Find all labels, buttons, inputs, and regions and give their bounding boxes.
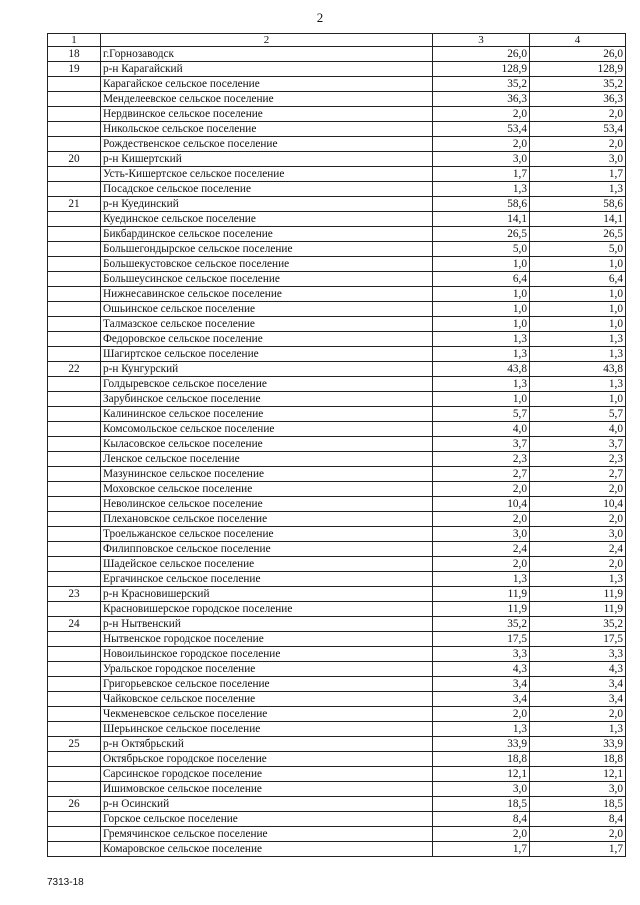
value-cell-3: 1,3	[433, 182, 530, 197]
name-cell: Федоровское сельское поселение	[101, 332, 433, 347]
value-cell-4: 3,4	[530, 677, 626, 692]
row-number-cell	[48, 422, 101, 437]
value-cell-4: 26,5	[530, 227, 626, 242]
table-row	[48, 302, 626, 317]
row-number-cell	[48, 497, 101, 512]
table-row	[48, 737, 626, 752]
table-row	[48, 92, 626, 107]
row-number-cell	[48, 317, 101, 332]
name-cell: р-н Красновишерский	[101, 587, 433, 602]
table-row	[48, 752, 626, 767]
value-cell-4: 3,0	[530, 527, 626, 542]
table-row	[48, 62, 626, 77]
value-cell-3: 2,0	[433, 827, 530, 842]
value-cell-3: 33,9	[433, 737, 530, 752]
value-cell-3: 3,0	[433, 782, 530, 797]
row-number-cell	[48, 137, 101, 152]
row-number-cell	[48, 542, 101, 557]
name-cell: г.Горнозаводск	[101, 47, 433, 62]
value-cell-3: 1,0	[433, 302, 530, 317]
table-row	[48, 767, 626, 782]
name-cell: Шерьинское сельское поселение	[101, 722, 433, 737]
value-cell-4: 11,9	[530, 587, 626, 602]
name-cell: Ленское сельское поселение	[101, 452, 433, 467]
value-cell-4: 1,3	[530, 572, 626, 587]
value-cell-3: 2,0	[433, 557, 530, 572]
header-cell-3: 3	[433, 34, 530, 47]
name-cell: Карагайское сельское поселение	[101, 77, 433, 92]
value-cell-3: 36,3	[433, 92, 530, 107]
table-row	[48, 797, 626, 812]
value-cell-4: 1,0	[530, 317, 626, 332]
value-cell-4: 1,7	[530, 842, 626, 857]
table-row	[48, 572, 626, 587]
row-number-cell	[48, 482, 101, 497]
table-row	[48, 227, 626, 242]
name-cell: Новоильинское городское поселение	[101, 647, 433, 662]
value-cell-3: 53,4	[433, 122, 530, 137]
page-number: 2	[316, 10, 324, 25]
table-row	[48, 512, 626, 527]
data-table	[47, 33, 626, 857]
value-cell-3: 1,3	[433, 347, 530, 362]
name-cell: Большекустовское сельское поселение	[101, 257, 433, 272]
value-cell-3: 3,3	[433, 647, 530, 662]
row-number-cell: 18	[48, 47, 101, 62]
table-row	[48, 827, 626, 842]
name-cell: Нытвенское городское поселение	[101, 632, 433, 647]
row-number-cell	[48, 332, 101, 347]
value-cell-3: 18,8	[433, 752, 530, 767]
value-cell-3: 2,0	[433, 107, 530, 122]
row-number-cell	[48, 812, 101, 827]
name-cell: Нижнесавинское сельское поселение	[101, 287, 433, 302]
table-row	[48, 242, 626, 257]
name-cell: р-н Нытвенский	[101, 617, 433, 632]
value-cell-4: 33,9	[530, 737, 626, 752]
name-cell: Комсомольское сельское поселение	[101, 422, 433, 437]
name-cell: Моховское сельское поселение	[101, 482, 433, 497]
row-number-cell	[48, 722, 101, 737]
value-cell-4: 5,0	[530, 242, 626, 257]
table-row	[48, 317, 626, 332]
value-cell-4: 2,0	[530, 827, 626, 842]
name-cell: Рождественское сельское поселение	[101, 137, 433, 152]
value-cell-4: 1,3	[530, 347, 626, 362]
table-row	[48, 602, 626, 617]
name-cell: р-н Кунгурский	[101, 362, 433, 377]
row-number-cell: 23	[48, 587, 101, 602]
name-cell: Ишимовское сельское поселение	[101, 782, 433, 797]
row-number-cell: 19	[48, 62, 101, 77]
name-cell: Троельжанское сельское поселение	[101, 527, 433, 542]
name-cell: Плехановское сельское поселение	[101, 512, 433, 527]
row-number-cell: 25	[48, 737, 101, 752]
value-cell-4: 35,2	[530, 77, 626, 92]
value-cell-3: 4,3	[433, 662, 530, 677]
name-cell: Шадейское сельское поселение	[101, 557, 433, 572]
value-cell-4: 8,4	[530, 812, 626, 827]
row-number-cell	[48, 437, 101, 452]
value-cell-3: 58,6	[433, 197, 530, 212]
value-cell-3: 12,1	[433, 767, 530, 782]
name-cell: Сарсинское городское поселение	[101, 767, 433, 782]
name-cell: Шагиртское сельское поселение	[101, 347, 433, 362]
row-number-cell: 20	[48, 152, 101, 167]
row-number-cell	[48, 527, 101, 542]
row-number-cell	[48, 392, 101, 407]
row-number-cell	[48, 632, 101, 647]
value-cell-4: 14,1	[530, 212, 626, 227]
header-cell-2: 2	[101, 34, 433, 47]
table-row	[48, 152, 626, 167]
name-cell: Калининское сельское поселение	[101, 407, 433, 422]
name-cell: Бикбардинское сельское поселение	[101, 227, 433, 242]
name-cell: Красновишерское городское поселение	[101, 602, 433, 617]
name-cell: Посадское сельское поселение	[101, 182, 433, 197]
row-number-cell	[48, 92, 101, 107]
value-cell-3: 2,0	[433, 512, 530, 527]
name-cell: р-н Карагайский	[101, 62, 433, 77]
name-cell: р-н Кишертский	[101, 152, 433, 167]
row-number-cell: 26	[48, 797, 101, 812]
value-cell-3: 18,5	[433, 797, 530, 812]
row-number-cell	[48, 602, 101, 617]
value-cell-4: 18,5	[530, 797, 626, 812]
row-number-cell: 22	[48, 362, 101, 377]
document-code: 7313-18	[47, 877, 84, 888]
value-cell-4: 18,8	[530, 752, 626, 767]
table-row	[48, 812, 626, 827]
name-cell: Мазунинское сельское поселение	[101, 467, 433, 482]
row-number-cell	[48, 557, 101, 572]
table-row	[48, 482, 626, 497]
table-row	[48, 407, 626, 422]
row-number-cell	[48, 512, 101, 527]
table-row	[48, 377, 626, 392]
table-row	[48, 662, 626, 677]
table-row	[48, 47, 626, 62]
value-cell-4: 2,0	[530, 482, 626, 497]
row-number-cell	[48, 167, 101, 182]
table-row	[48, 632, 626, 647]
row-number-cell	[48, 227, 101, 242]
value-cell-3: 35,2	[433, 77, 530, 92]
value-cell-3: 1,7	[433, 842, 530, 857]
value-cell-4: 2,0	[530, 557, 626, 572]
value-cell-4: 2,0	[530, 107, 626, 122]
value-cell-4: 12,1	[530, 767, 626, 782]
table-row	[48, 422, 626, 437]
value-cell-4: 1,3	[530, 722, 626, 737]
name-cell: Уральское городское поселение	[101, 662, 433, 677]
value-cell-3: 1,3	[433, 377, 530, 392]
value-cell-4: 10,4	[530, 497, 626, 512]
value-cell-3: 6,4	[433, 272, 530, 287]
value-cell-4: 2,3	[530, 452, 626, 467]
table-row	[48, 617, 626, 632]
value-cell-3: 3,7	[433, 437, 530, 452]
name-cell: Гремячинское сельское поселение	[101, 827, 433, 842]
table-row	[48, 167, 626, 182]
row-number-cell	[48, 827, 101, 842]
table-row	[48, 587, 626, 602]
table-row	[48, 452, 626, 467]
table-row	[48, 77, 626, 92]
value-cell-4: 2,7	[530, 467, 626, 482]
row-number-cell	[48, 122, 101, 137]
name-cell: Усть-Кишертское сельское поселение	[101, 167, 433, 182]
name-cell: р-н Октябрьский	[101, 737, 433, 752]
name-cell: Талмазское сельское поселение	[101, 317, 433, 332]
row-number-cell	[48, 182, 101, 197]
table-row	[48, 707, 626, 722]
value-cell-3: 5,7	[433, 407, 530, 422]
name-cell: Кыласовское сельское поселение	[101, 437, 433, 452]
table-row	[48, 272, 626, 287]
value-cell-3: 2,0	[433, 482, 530, 497]
value-cell-3: 128,9	[433, 62, 530, 77]
value-cell-4: 1,0	[530, 302, 626, 317]
value-cell-4: 4,0	[530, 422, 626, 437]
value-cell-3: 5,0	[433, 242, 530, 257]
table-row	[48, 182, 626, 197]
row-number-cell	[48, 77, 101, 92]
row-number-cell: 24	[48, 617, 101, 632]
value-cell-4: 128,9	[530, 62, 626, 77]
row-number-cell	[48, 452, 101, 467]
value-cell-4: 1,3	[530, 332, 626, 347]
row-number-cell	[48, 842, 101, 857]
value-cell-3: 26,0	[433, 47, 530, 62]
name-cell: Григорьевское сельское поселение	[101, 677, 433, 692]
name-cell: Чайковское сельское поселение	[101, 692, 433, 707]
row-number-cell	[48, 347, 101, 362]
name-cell: Большеусинское сельское поселение	[101, 272, 433, 287]
table-row	[48, 647, 626, 662]
value-cell-4: 11,9	[530, 602, 626, 617]
name-cell: Комаровское сельское поселение	[101, 842, 433, 857]
table-row	[48, 212, 626, 227]
name-cell: Менделеевское сельское поселение	[101, 92, 433, 107]
value-cell-4: 2,0	[530, 512, 626, 527]
value-cell-3: 1,0	[433, 257, 530, 272]
name-cell: р-н Куединский	[101, 197, 433, 212]
table-row	[48, 497, 626, 512]
name-cell: Горское сельское поселение	[101, 812, 433, 827]
value-cell-3: 11,9	[433, 587, 530, 602]
row-number-cell	[48, 287, 101, 302]
row-number-cell	[48, 107, 101, 122]
row-number-cell	[48, 212, 101, 227]
name-cell: Ергачинское сельское поселение	[101, 572, 433, 587]
value-cell-3: 1,3	[433, 332, 530, 347]
name-cell: Филипповское сельское поселение	[101, 542, 433, 557]
value-cell-3: 35,2	[433, 617, 530, 632]
row-number-cell	[48, 707, 101, 722]
value-cell-4: 58,6	[530, 197, 626, 212]
value-cell-4: 3,4	[530, 692, 626, 707]
value-cell-4: 53,4	[530, 122, 626, 137]
value-cell-3: 14,1	[433, 212, 530, 227]
name-cell: Зарубинское сельское поселение	[101, 392, 433, 407]
value-cell-3: 11,9	[433, 602, 530, 617]
value-cell-4: 26,0	[530, 47, 626, 62]
value-cell-3: 1,3	[433, 572, 530, 587]
value-cell-3: 1,3	[433, 722, 530, 737]
table-row	[48, 542, 626, 557]
value-cell-4: 6,4	[530, 272, 626, 287]
value-cell-3: 2,4	[433, 542, 530, 557]
header-row	[48, 34, 626, 47]
table-row	[48, 392, 626, 407]
table-row	[48, 287, 626, 302]
value-cell-4: 17,5	[530, 632, 626, 647]
header-cell-1: 1	[48, 34, 101, 47]
value-cell-3: 3,0	[433, 152, 530, 167]
value-cell-4: 35,2	[530, 617, 626, 632]
table-row	[48, 122, 626, 137]
row-number-cell	[48, 572, 101, 587]
value-cell-4: 3,0	[530, 152, 626, 167]
row-number-cell	[48, 647, 101, 662]
value-cell-4: 1,7	[530, 167, 626, 182]
value-cell-4: 4,3	[530, 662, 626, 677]
value-cell-4: 36,3	[530, 92, 626, 107]
value-cell-4: 1,0	[530, 287, 626, 302]
value-cell-3: 1,7	[433, 167, 530, 182]
row-number-cell	[48, 692, 101, 707]
name-cell: Никольское сельское поселение	[101, 122, 433, 137]
table-row	[48, 842, 626, 857]
name-cell: Голдыревское сельское поселение	[101, 377, 433, 392]
name-cell: Неволинское сельское поселение	[101, 497, 433, 512]
name-cell: Куединское сельское поселение	[101, 212, 433, 227]
table-row	[48, 137, 626, 152]
table-row	[48, 527, 626, 542]
value-cell-3: 2,3	[433, 452, 530, 467]
value-cell-3: 2,7	[433, 467, 530, 482]
name-cell: Нердвинское сельское поселение	[101, 107, 433, 122]
table-row	[48, 362, 626, 377]
value-cell-4: 1,0	[530, 257, 626, 272]
table-row	[48, 197, 626, 212]
row-number-cell	[48, 407, 101, 422]
table-row	[48, 782, 626, 797]
value-cell-3: 3,4	[433, 692, 530, 707]
row-number-cell	[48, 782, 101, 797]
value-cell-4: 1,3	[530, 182, 626, 197]
row-number-cell: 21	[48, 197, 101, 212]
value-cell-3: 3,4	[433, 677, 530, 692]
value-cell-4: 2,0	[530, 707, 626, 722]
row-number-cell	[48, 377, 101, 392]
name-cell: Чекменевское сельское поселение	[101, 707, 433, 722]
table-row	[48, 347, 626, 362]
row-number-cell	[48, 677, 101, 692]
value-cell-4: 5,7	[530, 407, 626, 422]
value-cell-3: 4,0	[433, 422, 530, 437]
value-cell-4: 3,3	[530, 647, 626, 662]
name-cell: Ошьинское сельское поселение	[101, 302, 433, 317]
table-row	[48, 722, 626, 737]
value-cell-4: 3,7	[530, 437, 626, 452]
name-cell: Октябрьское городское поселение	[101, 752, 433, 767]
value-cell-3: 2,0	[433, 137, 530, 152]
row-number-cell	[48, 302, 101, 317]
value-cell-4: 1,3	[530, 377, 626, 392]
name-cell: р-н Осинский	[101, 797, 433, 812]
value-cell-3: 1,0	[433, 392, 530, 407]
value-cell-3: 43,8	[433, 362, 530, 377]
value-cell-3: 1,0	[433, 317, 530, 332]
table-row	[48, 437, 626, 452]
row-number-cell	[48, 662, 101, 677]
value-cell-3: 1,0	[433, 287, 530, 302]
name-cell: Большегондырское сельское поселение	[101, 242, 433, 257]
table-row	[48, 257, 626, 272]
row-number-cell	[48, 242, 101, 257]
table-row	[48, 692, 626, 707]
value-cell-4: 3,0	[530, 782, 626, 797]
table-row	[48, 107, 626, 122]
value-cell-3: 10,4	[433, 497, 530, 512]
table-row	[48, 332, 626, 347]
value-cell-4: 43,8	[530, 362, 626, 377]
value-cell-3: 8,4	[433, 812, 530, 827]
row-number-cell	[48, 272, 101, 287]
row-number-cell	[48, 467, 101, 482]
row-number-cell	[48, 257, 101, 272]
value-cell-3: 26,5	[433, 227, 530, 242]
value-cell-4: 1,0	[530, 392, 626, 407]
table-row	[48, 467, 626, 482]
value-cell-3: 3,0	[433, 527, 530, 542]
value-cell-3: 2,0	[433, 707, 530, 722]
table-row	[48, 557, 626, 572]
value-cell-4: 2,0	[530, 137, 626, 152]
header-cell-4: 4	[530, 34, 626, 47]
value-cell-3: 17,5	[433, 632, 530, 647]
row-number-cell	[48, 767, 101, 782]
table-row	[48, 677, 626, 692]
row-number-cell	[48, 752, 101, 767]
value-cell-4: 2,4	[530, 542, 626, 557]
